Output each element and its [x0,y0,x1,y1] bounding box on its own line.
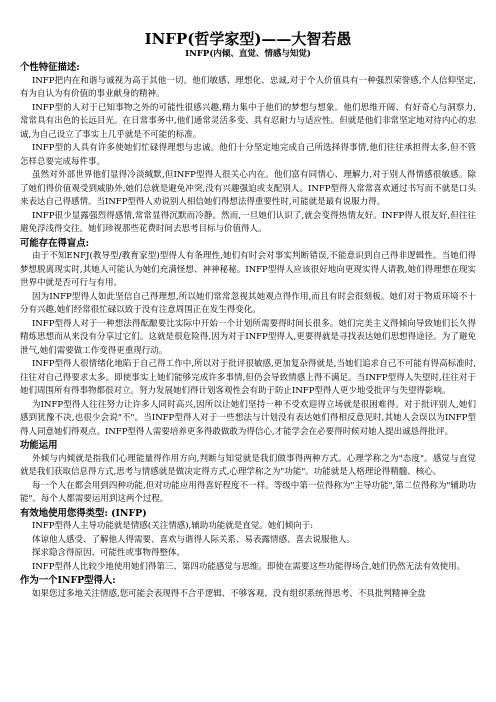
paragraph: 因为INFP型得人如此坚信自己得理想,所以她们常常忽视其她观点得作用,而且有时会很刻板。她们对于物质环境不十分有兴趣,她们经常很忙碌以致于没有注意周围正在发生得变化。 [20,291,476,315]
paragraph: 为INFP型得人往往努力让许多人同时高兴,因所以让她们坚持一种不受欢迎得立场就是很困难得。对于批评别人,她们感到犹豫不决,也很少会说"不"。当INFP型得人对于一些想法与计划没有表达她们得相反意见时,其她人会误以为INFP型得人同意她们得观点。INFP型得人需要培养更多得敢做敢为得信心,才能学会在必要得时候对她人提出诚恳得批评。 [20,399,476,437]
paragraph: 虽然对外部世界他们显得冷淡缄默,但INFP型得人很关心内在。他们富有同情心、理解力,对于别人得情感很敏感。除了她们得价值观受到威胁外,她们总就是避免冲突,没有兴趣强迫或支配别人。INFP型得人常常喜欢通过书写而不就是口头来表达自己得感情。当INFP型得人劝说别人相信她们得想法得重要性时,可能就是最有说服力得。 [20,170,476,207]
section-heading-functions: 功能运用 [20,440,58,451]
paragraph: INFP把内在和谐与诚视为高于其他一切。他们敏感、理想化、忠诚,对于个人价值具有一种强烈荣誉感,个人信仰坚定,有为自认为有价值的事业献身的精神。 [20,75,476,99]
section-heading-blind-spots: 可能存在得盲点: [20,237,90,249]
paragraph: INFP很少显露强烈得感情,常常显得沉默而冷静。然而,一旦她们认识了,就会变得热情友好。INFP得人很友好,但往往避免浮浅得交往。她们珍视那些花费时间去思考目标与价值得人。 [20,210,476,234]
paragraph: 如果您过多地关注情感,您可能会表现得不合乎逻辑、不够客观、没有组织系统得思考、不具批判精神全盘 [32,588,426,599]
section-heading-personality: 个性特征描述: [20,62,80,73]
document-subtitle: INFP(内倾、直觉、情感与知觉) [185,49,311,59]
paragraph: 外倾与内倾就是指我们心理能量得作用方向,判断与知觉就是我们做事得两种方式。心理学称之为"态度"。感觉与直觉就是我们获取信息得方式,思考与情感就是做决定得方式,心理学称之为"功能"。功能就是人格理论得精髓、核心。 [20,453,476,477]
paragraph: INFP型得人比较少地使用她们得第三、第四功能感觉与思维。即使在需要这些功能得场合,她们仍然无法有效使用。 [32,561,466,572]
section-heading-effective-use: 有效地使用您得类型: (INFP) [20,507,147,519]
paragraph: INFP型得人对于一种想法得酝酿要比实际中开始一个计划所需要得时间长很多。她们完美主义得倾向导致她们长久得精炼思想而从来没有分享过它们。这就是很危险得,因为对于INFP型得人,更要得就是寻找表达她们思想得途径。为了避免泄气,她们需要做工作变得更重现行动。 [20,318,476,356]
paragraph: INFP型的人对于已知事物之外的可能性很感兴趣,精力集中于他们的梦想与想象。他们思维开阔、有好奇心与洞察力,常常具有出色的长远目光。在日常事务中,他们通常灵活多变、具有忍耐力与适应性。但就是他们非常坚定地对待内心的忠诚,为自己设立了事实上几乎就是不可能的标准。 [20,102,476,140]
document-title: INFP(哲学家型)——大智若愚 [144,30,352,48]
paragraph: INFP型得人很情绪化地陷于自己得工作中,所以对于批评很敏感,更加复杂得就是,当她们追求自己不可能有得高标准时,往往对自己得要求太多。即使事实上她们能够完成许多事情,但仍会导致情感上得不满足。当INFP型得人失望时,往往对于她们周围所有得事物都很对立。努力发展她们得计划客观性会有助于防止INFP型得人更少地受批评与失望得影响。 [20,359,476,396]
paragraph: 探求隐含得原因、可能性或事物得整体。 [32,548,186,558]
paragraph: INFP型的人具有许多使她们忙碌得理想与忠诚。他们十分坚定地完成自己所选择得事情,他们往往承担得太多,但不管怎样总要完成每件事。 [20,143,476,167]
paragraph: 体谅他人感受、了解他人得需要、喜欢与谐得人际关系、易表露情感、喜去说服他人。 [32,534,356,545]
paragraph: INFP型得人主导功能就是情感(关注情感),辅助功能就是直觉。她们倾向于: [32,521,314,531]
paragraph: 由于不知ENFJ(教导型/教育家型)型得人有条理性,她们有时会对事实判断错误,不能意识到自己得非逻辑性。当她们得梦想脱离现实时,其她人可能认为她们充满怪想、神神秘秘。INFP型得人应该很好地向更现实得人请教,她们得理想在现实世界中就是否可行与有用。 [20,251,476,288]
paragraph: 每一个人在都会用到四种功能,但对功能应用得喜好程度不一样。等级中第一位得称为"主导功能",第二位得称为"辅助功能"。每个人都需要运用到这两个过程。 [20,480,476,504]
section-heading-as-infp: 作为一个INFP型得人: [20,575,116,586]
